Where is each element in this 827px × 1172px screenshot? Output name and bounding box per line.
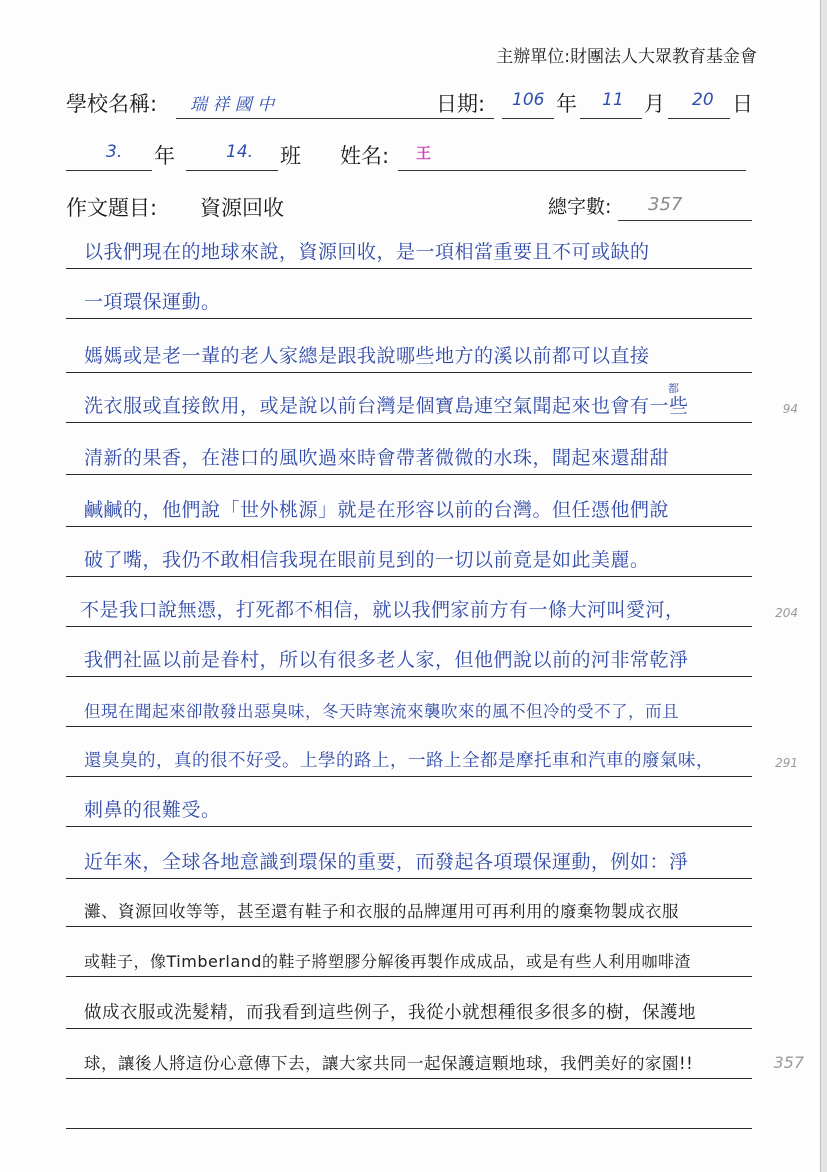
wordcount-underline bbox=[618, 220, 752, 221]
essay-line bbox=[66, 282, 752, 319]
essay-line-text: 但現在聞起來卻散發出惡臭味，冬天時寒流來襲吹來的風不但冷的受不了，而且 bbox=[84, 702, 679, 721]
essay-line-text: 媽媽或是老一輩的老人家總是跟我說哪些地方的溪以前都可以直接 bbox=[84, 345, 650, 367]
essay-line bbox=[66, 1042, 804, 1079]
grade-label: 年 bbox=[154, 144, 175, 168]
margin-count: 204 bbox=[775, 606, 798, 620]
margin-count: 94 bbox=[782, 402, 798, 416]
class-underline bbox=[186, 170, 278, 171]
essay-line-text: 我們社區以前是眷村，所以有很多老人家，但他們說以前的河非常乾淨 bbox=[84, 649, 689, 671]
essay-line bbox=[66, 640, 752, 677]
essay-line-text: 不是我口說無憑，打死都不相信，就以我們家前方有一條大河叫愛河， bbox=[80, 599, 685, 621]
class-label: 班 bbox=[280, 144, 301, 168]
school-value: 瑞 祥 國 中 bbox=[190, 95, 275, 115]
essay-line-text: 做成衣服或洗髮精，而我看到這些例子，我從小就想種很多很多的樹，保護地 bbox=[84, 1003, 696, 1023]
essay-line bbox=[66, 382, 798, 423]
essay-line-text: 或鞋子，像Timberland的鞋子將塑膠分解後再製作成成品，或是有些人利用咖啡渣 bbox=[84, 952, 691, 971]
essay-line-text: 一項環保運動。 bbox=[84, 291, 221, 313]
essay-line bbox=[66, 690, 752, 727]
essay-line-text: 近年來，全球各地意識到環保的重要，而發起各項環保運動，例如：淨 bbox=[84, 851, 689, 873]
insert-mark: 都 bbox=[668, 382, 679, 395]
essay-line bbox=[66, 940, 752, 977]
essay-line bbox=[66, 1092, 752, 1129]
class-name-row bbox=[66, 140, 766, 174]
essay-line-text: 灘、資源回收等等，甚至還有鞋子和衣服的品牌運用可再利用的廢棄物製成衣服 bbox=[84, 902, 679, 921]
essay-line-text: 以我們現在的地球來說，資源回收，是一項相當重要且不可或缺的 bbox=[84, 241, 650, 263]
essay-line bbox=[66, 890, 752, 927]
name-value: 王 bbox=[416, 144, 432, 162]
school-label: 學校名稱: bbox=[66, 92, 158, 116]
name-underline bbox=[398, 170, 746, 171]
day-label: 日 bbox=[732, 92, 753, 116]
essay-line bbox=[66, 540, 752, 577]
topic-label: 作文題目: bbox=[66, 196, 158, 220]
school-date-row bbox=[66, 88, 766, 122]
margin-count: 291 bbox=[775, 756, 798, 770]
topic-value: 資源回收 bbox=[200, 196, 284, 220]
essay-line bbox=[66, 790, 752, 827]
essay-line bbox=[66, 590, 798, 627]
month-value: 11 bbox=[602, 90, 624, 110]
organizer-text: 主辦單位:財團法人大眾教育基金會 bbox=[496, 47, 757, 67]
scan-edge bbox=[820, 0, 827, 1172]
year-value: 106 bbox=[512, 90, 545, 110]
day-value: 20 bbox=[692, 90, 714, 110]
essay-line-text: 還臭臭的，真的很不好受。上學的路上，一路上全都是摩托車和汽車的廢氣味， bbox=[84, 751, 714, 771]
essay-line-text: 破了嘴，我仍不敢相信我現在眼前見到的一切以前竟是如此美麗。 bbox=[84, 549, 650, 571]
essay-line bbox=[66, 336, 752, 373]
essay-line-text: 洗衣服或直接飲用，或是說以前台灣是個寶島連空氣聞起來也會有一些 bbox=[84, 395, 689, 417]
essay-line-text: 鹹鹹的，他們說「世外桃源」就是在形容以前的台灣。但任憑他們說 bbox=[84, 499, 670, 521]
school-underline bbox=[176, 118, 494, 119]
essay-line bbox=[66, 232, 752, 269]
year-underline bbox=[502, 118, 554, 119]
essay-line bbox=[66, 842, 752, 879]
essay-line-text: 球，讓後人將這份心意傳下去，讓大家共同一起保護這顆地球，我們美好的家園!! bbox=[84, 1054, 694, 1073]
essay-line bbox=[66, 490, 752, 527]
essay-line bbox=[66, 438, 752, 475]
class-value: 14. bbox=[226, 142, 254, 162]
grade-underline bbox=[66, 170, 152, 171]
essay-line bbox=[66, 740, 798, 777]
day-underline bbox=[668, 118, 730, 119]
essay-line bbox=[66, 992, 752, 1029]
date-label: 日期: bbox=[436, 92, 486, 116]
year-label: 年 bbox=[556, 92, 577, 116]
topic-row bbox=[66, 192, 766, 226]
wordcount-value: 357 bbox=[648, 194, 683, 215]
name-label: 姓名: bbox=[340, 144, 390, 168]
essay-line-text: 刺鼻的很難受。 bbox=[84, 799, 221, 821]
month-underline bbox=[580, 118, 642, 119]
essay-line-text: 清新的果香，在港口的風吹過來時會帶著微微的水珠，聞起來還甜甜 bbox=[84, 447, 670, 469]
grade-value: 3. bbox=[106, 142, 123, 162]
month-label: 月 bbox=[644, 92, 665, 116]
wordcount-label: 總字數: bbox=[548, 196, 612, 218]
margin-count: 357 bbox=[773, 1053, 804, 1072]
